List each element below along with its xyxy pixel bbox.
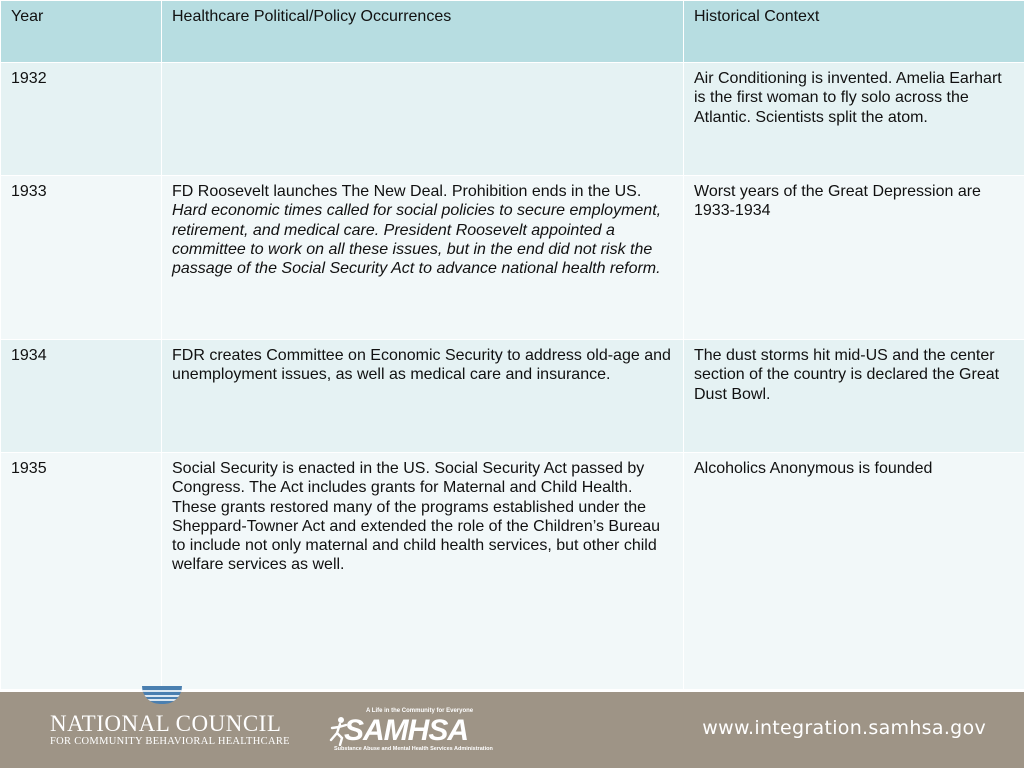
org-subtitle: FOR COMMUNITY BEHAVIORAL HEALTHCARE [50,736,290,747]
year-cell: 1934 [1,340,162,453]
context-cell: The dust storms hit mid-US and the center section of the country is declared the Great Dust Bowl. [684,340,1024,453]
footer-bar [0,692,1024,768]
context-cell: Worst years of the Great Depression are 1933-1934 [684,176,1024,340]
policy-cell [162,63,684,176]
year-cell: 1935 [1,453,162,690]
table-row [1,176,1024,340]
policy-cell [162,453,684,690]
table-row [1,453,1024,690]
samhsa-subtitle: Substance Abuse and Mental Health Services Administration [334,746,493,752]
samhsa-wordmark: SAMHSA [344,714,469,747]
table-row [1,340,1024,453]
table-header-row [1,1,1024,63]
table-row [1,63,1024,176]
org-name: NATIONAL COUNCIL [50,711,282,736]
context-cell: Alcoholics Anonymous is founded [684,453,1024,690]
policy-text: Social Security is enacted in the US. Social Security Act passed by Congress. The Act includes grants for Maternal and Child Health. These grants restored many of the programs established under the Sheppard-Towner Act and extended the role of the Children’s Bureau to include not only maternal and child health services, but other child welfare services as well. [172,460,661,574]
policy-text: FDR creates Committee on Economic Security to address old-age and unemployment issues, as well as medical care and insurance. [172,347,671,384]
policy-cell [162,176,684,340]
globe-icon [142,686,182,704]
header-year: Year [1,1,162,63]
year-cell: 1932 [1,63,162,176]
policy-cell [162,340,684,453]
national-council-logo [50,712,290,748]
samhsa-tagline: A Life in the Community for Everyone [366,708,474,714]
header-policy: Healthcare Political/Policy Occurrences [162,1,684,63]
header-context: Historical Context [684,1,1024,63]
website-url: www.integration.samhsa.gov [702,717,986,739]
context-cell: Air Conditioning is invented. Amelia Earhart is the first woman to fly solo across the Atlantic. Scientists split the atom. [684,63,1024,176]
policy-italic-text: Hard economic times called for social policies to secure employment, retirement, and medical care. President Roosevelt appointed a committee to work on all these issues, but in the end did not risk the passage of the Social Security Act to advance national health reform. [172,202,662,278]
year-cell: 1933 [1,176,162,340]
policy-text: FD Roosevelt launches The New Deal. Prohibition ends in the US. [172,183,642,200]
